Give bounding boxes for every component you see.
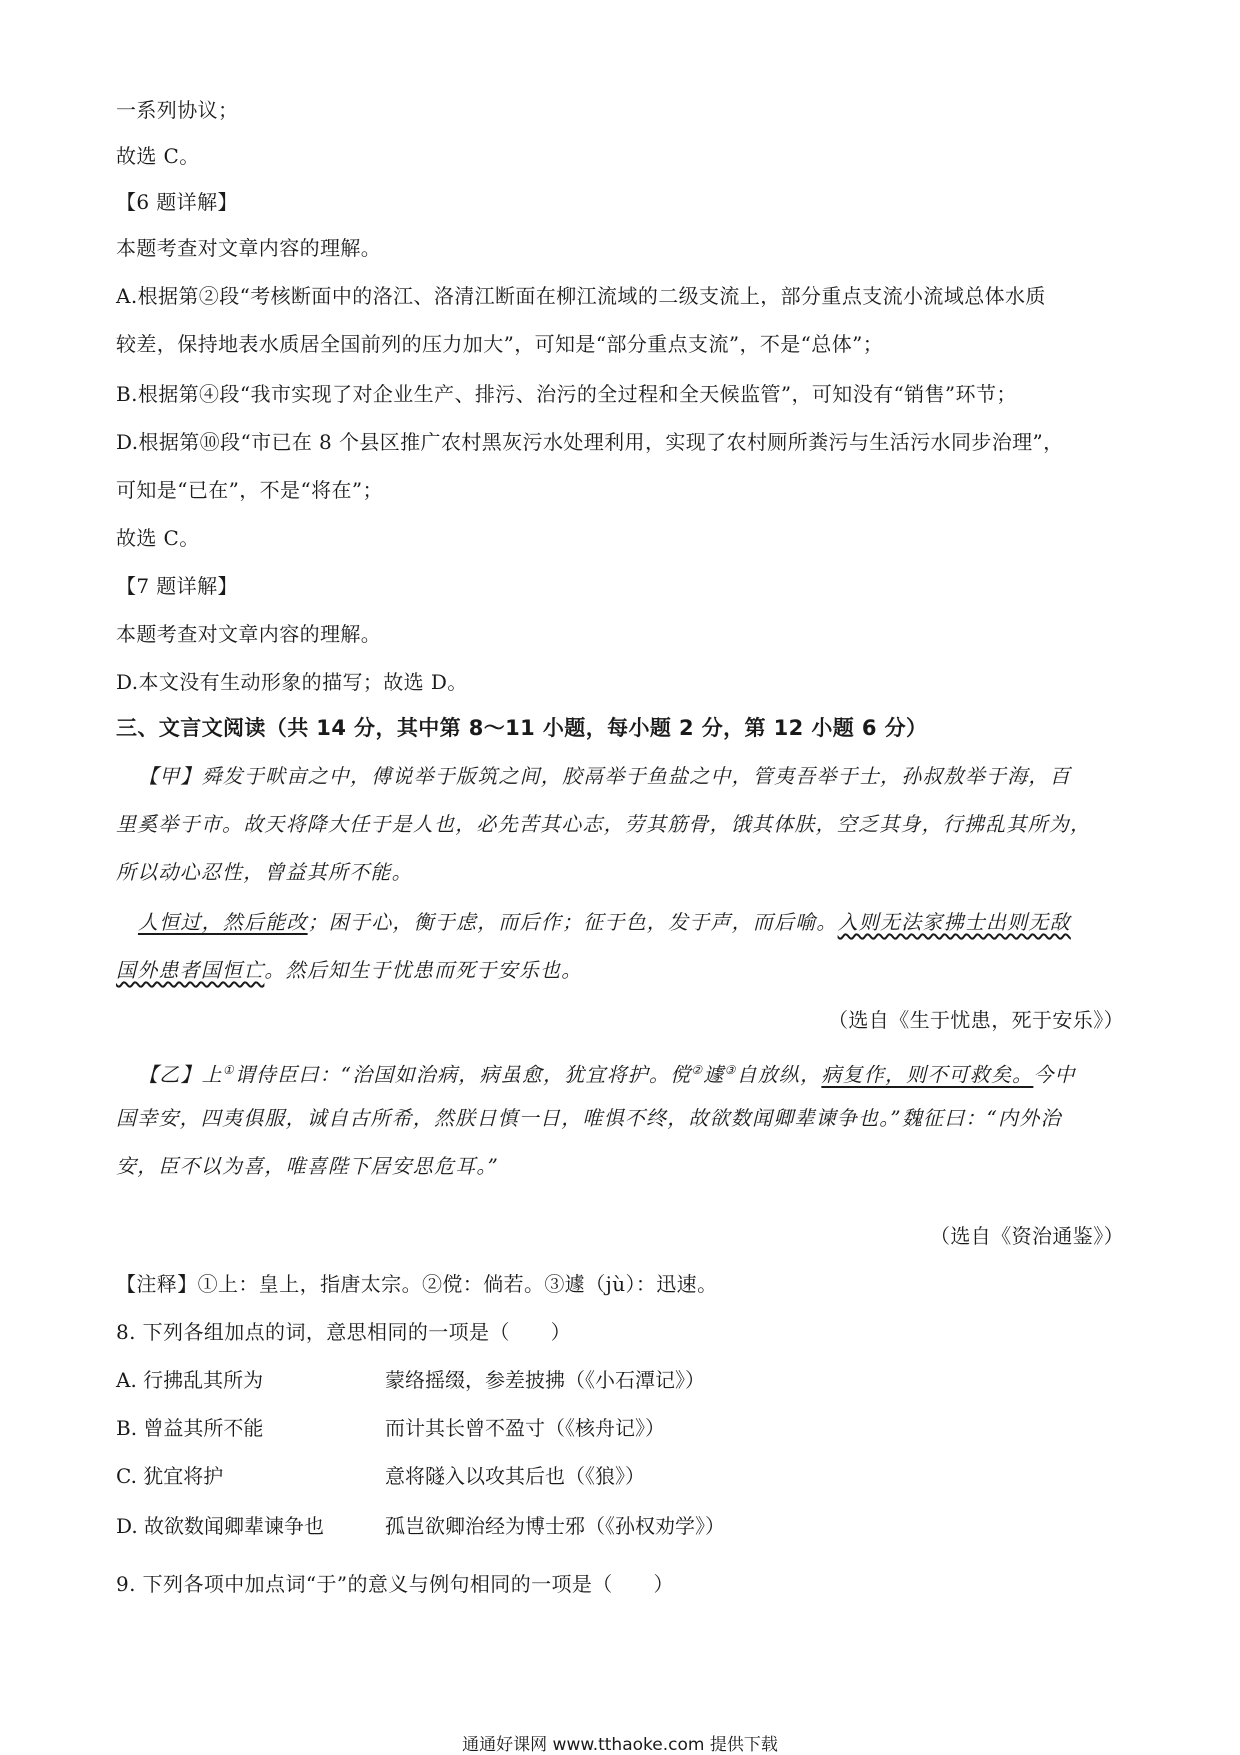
- question-6-heading: 【6 题详解】: [116, 190, 238, 214]
- text-line: 可知是“已在”，不是“将在”；: [116, 478, 383, 502]
- text-line: D.本文没有生动形象的描写；故选 D。: [116, 670, 468, 694]
- source-citation: （选自《生于忧患，死于安乐》）: [828, 1008, 1124, 1032]
- text-line: 本题考查对文章内容的理解。: [116, 622, 382, 646]
- passage-text: 。然后知生于忧患而死于安乐也。: [264, 958, 583, 982]
- question-7-heading: 【7 题详解】: [116, 574, 238, 598]
- source-citation: （选自《资治通鉴》）: [930, 1224, 1124, 1248]
- text-line: D.根据第⑩段“市已在 8 个县区推广农村黑灰污水处理利用，实现了农村厕所粪污与生活污水同步治理”，: [116, 430, 1064, 454]
- passage-text: 自放纵，: [736, 1062, 822, 1087]
- passage-yi-line: 安，臣不以为喜，唯喜陛下居安思危耳。”: [116, 1154, 500, 1178]
- question-8-stem: 8. 下列各组加点的词，意思相同的一项是（ ）: [116, 1320, 572, 1344]
- footnote-marker: ③: [724, 1063, 737, 1077]
- q8-option-d-left: D. 故欲数闻卿辈谏争也: [116, 1514, 325, 1538]
- text-line: 一系列协议；: [116, 98, 239, 122]
- passage-text: 谓侍臣曰：“治国如治病，病虽愈，犹宜将护。傥: [234, 1062, 692, 1087]
- q8-option-b-right: 而计其长曾不盈寸（《核舟记》）: [385, 1416, 665, 1440]
- passage-text: ；困于心，衡于虑，而后作；征于色，发于声，而后喻。: [307, 910, 838, 934]
- annotation-note: 【注释】①上：皇上，指唐太宗。②傥：倘若。③遽（jù）：迅速。: [116, 1272, 718, 1296]
- q8-option-c-right: 意将隧入以攻其后也（《狼》）: [385, 1464, 645, 1488]
- text-line: B.根据第④段“我市实现了对企业生产、排污、治污的全过程和全天候监管”，可知没有“销售”环节；: [116, 382, 1017, 406]
- passage-text: 【乙】上: [138, 1062, 223, 1087]
- passage-yi-line: [138, 1056, 1076, 1089]
- underlined-sentence: 病复作，则不可救矣。: [821, 1062, 1034, 1087]
- passage-text: 遽: [703, 1062, 725, 1087]
- text-line: 故选 C。: [116, 526, 200, 550]
- passage-jia-line: 【甲】舜发于畎亩之中，傅说举于版筑之间，胶鬲举于鱼盐之中，管夷吾举于士，孙叔敖举于海，百: [138, 764, 1071, 788]
- passage-jia-line: 里奚举于市。故天将降大任于是人也，必先苦其心志，劳其筋骨，饿其体肤，空乏其身，行拂乱其所为，: [116, 812, 1092, 836]
- text-line: 故选 C。: [116, 144, 200, 168]
- text-line: 本题考查对文章内容的理解。: [116, 236, 382, 260]
- underlined-sentence: 人恒过，然后能改: [138, 910, 308, 934]
- text-line: A.根据第②段“考核断面中的洛江、洛清江断面在柳江流域的二级支流上，部分重点支流小流域总体水质: [116, 284, 1046, 308]
- wavy-underlined-sentence: 入则无法家拂士出则无敌: [837, 910, 1071, 934]
- footnote-marker: ①: [222, 1063, 235, 1077]
- q8-option-a-right: 蒙络摇缀，参差披拂（《小石潭记》）: [385, 1368, 705, 1392]
- passage-jia-line: 所以动心忍性，曾益其所不能。: [116, 860, 413, 884]
- passage-text: 今中: [1033, 1062, 1076, 1087]
- passage-yi-line: 国幸安，四夷俱服，诚自古所希，然朕日慎一日，唯惧不终，故欲数闻卿辈谏争也。”魏征曰：“内外治: [116, 1106, 1062, 1130]
- wavy-underlined-sentence: 国外患者国恒亡: [116, 958, 265, 982]
- footnote-marker: ②: [691, 1063, 704, 1077]
- question-9-stem: 9. 下列各项中加点词“于”的意义与例句相同的一项是（ ）: [116, 1572, 674, 1596]
- text-line: 较差，保持地表水质居全国前列的压力加大”，可知是“部分重点支流”，不是“总体”；: [116, 332, 884, 356]
- page-footer: 通通好课网 www.tthaoke.com 提供下载: [462, 1735, 778, 1755]
- passage-jia-line: [116, 956, 582, 984]
- q8-option-b-left: B. 曾益其所不能: [116, 1416, 264, 1440]
- q8-option-a-left: A. 行拂乱其所为: [116, 1368, 264, 1392]
- q8-option-d-right: 孤岂欲卿治经为博士邪（《孙权劝学》）: [385, 1514, 725, 1538]
- passage-jia-line: [138, 908, 1071, 936]
- section-heading: 三、文言文阅读（共 14 分，其中第 8～11 小题，每小题 2 分，第 12 小题 6 分）: [116, 716, 928, 740]
- q8-option-c-left: C. 犹宜将护: [116, 1464, 224, 1488]
